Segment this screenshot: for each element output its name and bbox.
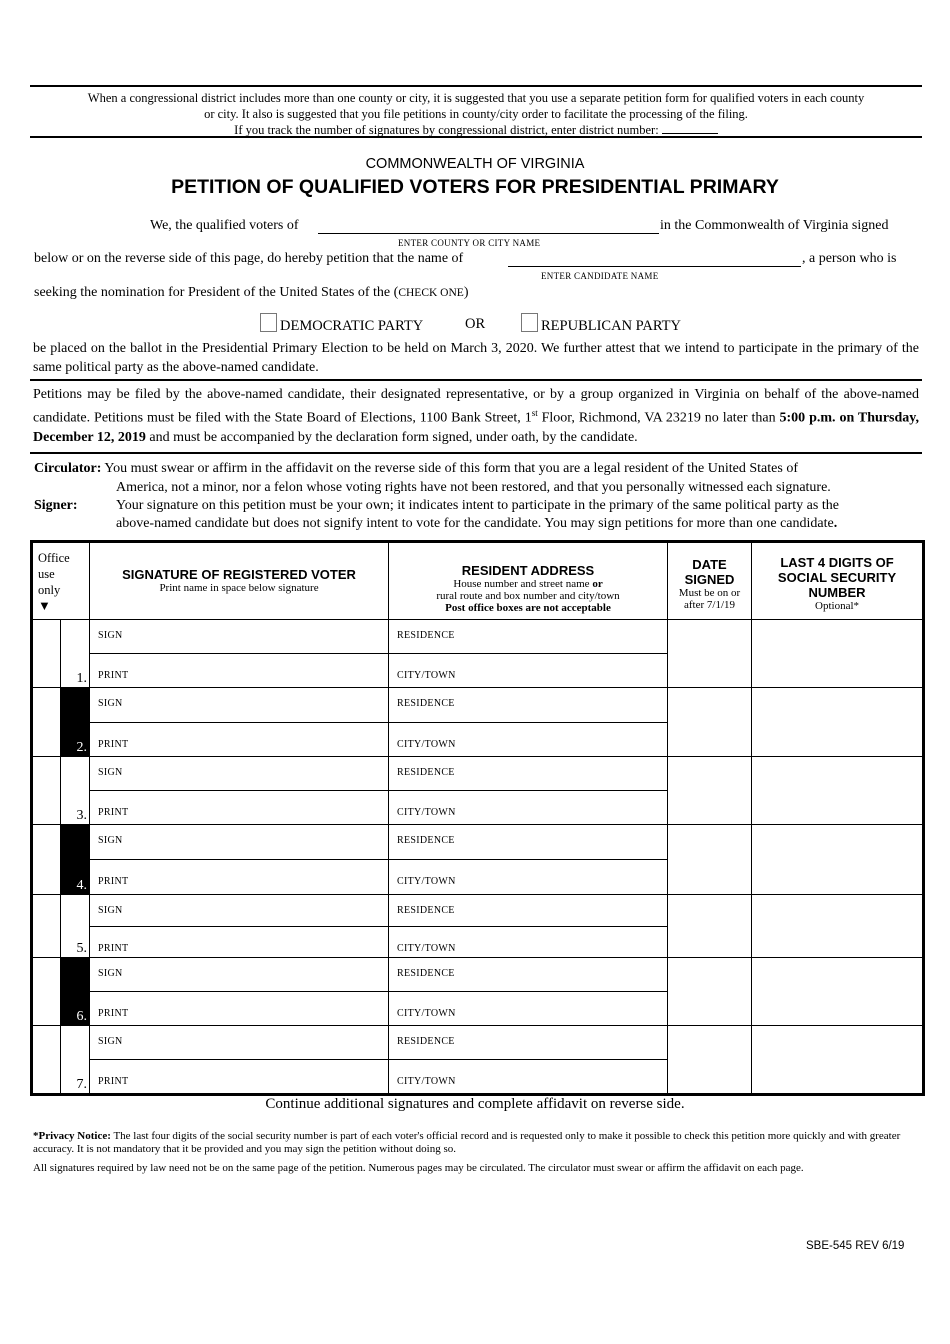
residence-field[interactable]: [389, 895, 668, 927]
filing-text-c: and must be accompanied by the declaration form signed, under oath, by the candidate.: [145, 429, 638, 445]
check-one-text: CHECK ONE: [398, 287, 464, 299]
privacy-label: *Privacy Notice:: [33, 1130, 111, 1142]
sign-field[interactable]: [90, 688, 389, 723]
print-field[interactable]: [90, 1060, 389, 1095]
ssn-field[interactable]: [752, 958, 924, 1026]
address-sub1: [389, 578, 667, 590]
table-row: [32, 757, 924, 791]
democratic-option[interactable]: [260, 313, 423, 335]
down-arrow-icon: ▼: [38, 598, 51, 613]
all-signatures-note: All signatures required by law need not be on the same page of the petition. Numerous pages may be circulated. The circulator must swear or affirm the affidavit on each page.: [33, 1162, 804, 1174]
signer-text1: Your signature on this petition must be your own; it indicates intent to participate in the primary of the same political party as the: [116, 498, 839, 513]
residence-field[interactable]: [389, 620, 668, 654]
row-number: [61, 895, 90, 958]
sign-field[interactable]: [90, 895, 389, 927]
office-label: Office: [38, 551, 70, 565]
date-signed-field[interactable]: [668, 825, 752, 895]
sign-label: SIGN: [98, 767, 123, 778]
ballot-text: be placed on the ballot in the Presidential Primary Election to be held on March 3, 2020. We further attest that we intend to participate in the primary of the same political party as the above-named candidate.: [33, 341, 919, 375]
address-sub2: rural route and box number and city/town: [436, 590, 620, 602]
ssn-field[interactable]: [752, 825, 924, 895]
sign-label: SIGN: [98, 905, 123, 916]
table-row: [32, 1026, 924, 1060]
filing-paragraph: [33, 385, 919, 447]
address-header: [389, 542, 668, 620]
top-note-line3: If you track the number of signatures by congressional district, enter district number:: [234, 123, 659, 137]
sign-field[interactable]: [90, 620, 389, 654]
date-header: [668, 542, 752, 620]
city-town-label: CITY/TOWN: [397, 807, 456, 818]
sign-field[interactable]: [90, 958, 389, 992]
date-signed-field[interactable]: [668, 1026, 752, 1095]
print-field[interactable]: [90, 992, 389, 1026]
ssn-field[interactable]: [752, 757, 924, 825]
row-number: [61, 757, 90, 825]
office-use-cell: [32, 757, 61, 825]
row-number: [61, 620, 90, 688]
residence-field[interactable]: [389, 1026, 668, 1060]
sign-label: SIGN: [98, 630, 123, 641]
date-signed-field[interactable]: [668, 895, 752, 958]
we-the-text: We, the qualified voters of: [150, 218, 299, 233]
ssn-sub: Optional*: [815, 600, 860, 612]
sign-field[interactable]: [90, 825, 389, 860]
county-hint: ENTER COUNTY OR CITY NAME: [398, 238, 541, 248]
print-label: PRINT: [98, 1008, 129, 1019]
print-label: PRINT: [98, 739, 129, 750]
republican-label: REPUBLICAN PARTY: [541, 318, 681, 334]
circulator-line1: [34, 461, 798, 477]
republican-checkbox[interactable]: [521, 313, 538, 332]
residence-field[interactable]: [389, 757, 668, 791]
divider: [30, 452, 922, 454]
residence-label: RESIDENCE: [397, 905, 455, 916]
office-use-cell: [32, 1026, 61, 1095]
print-label: PRINT: [98, 670, 129, 681]
print-label: PRINT: [98, 876, 129, 887]
print-field[interactable]: [90, 723, 389, 757]
table-row: [32, 895, 924, 927]
sign-label: SIGN: [98, 1036, 123, 1047]
print-field[interactable]: [90, 654, 389, 688]
city-town-field[interactable]: [389, 927, 668, 958]
signer-label: [34, 498, 78, 514]
filing-text-b: Floor, Richmond, VA 23219 no later than: [537, 410, 780, 426]
ssn-title: LAST 4 DIGITS OF SOCIAL SECURITY NUMBER: [777, 555, 897, 600]
row-number-label: 7.: [76, 1077, 88, 1092]
signature-title: SIGNATURE OF REGISTERED VOTER: [122, 567, 356, 582]
signature-table: [30, 540, 925, 1096]
county-city-field[interactable]: [318, 218, 659, 234]
print-label: PRINT: [98, 807, 129, 818]
city-town-field[interactable]: [389, 791, 668, 825]
date-signed-field[interactable]: [668, 688, 752, 757]
top-note-line2: or city. It also is suggested that you file petitions in county/city order to facilitate the processing of the filing.: [204, 107, 748, 121]
page-title: PETITION OF QUALIFIED VOTERS FOR PRESIDENTIAL PRIMARY: [171, 176, 779, 198]
print-label: PRINT: [98, 1076, 129, 1087]
city-town-label: CITY/TOWN: [397, 670, 456, 681]
privacy-notice: [33, 1130, 921, 1156]
candidate-name-field[interactable]: [508, 251, 801, 267]
top-instructions: [30, 85, 922, 138]
continue-note: Continue additional signatures and complete affidavit on reverse side.: [265, 1096, 685, 1112]
office-use-cell: [32, 688, 61, 757]
row-number: [61, 1026, 90, 1095]
residence-field[interactable]: [389, 958, 668, 992]
close-paren: ): [463, 285, 469, 300]
divider: [30, 379, 922, 381]
city-town-label: CITY/TOWN: [397, 1008, 456, 1019]
signature-sub: Print name in space below signature: [159, 582, 319, 594]
table-row: [32, 825, 924, 860]
row-number-label: 3.: [76, 808, 88, 823]
ssn-field[interactable]: [752, 895, 924, 958]
filing-sup: st: [531, 408, 538, 418]
table-header: [32, 542, 924, 620]
row-number-label: 4.: [76, 878, 88, 893]
signer-line2: [116, 516, 837, 532]
republican-option[interactable]: [521, 313, 681, 335]
residence-label: RESIDENCE: [397, 630, 455, 641]
residence-label: RESIDENCE: [397, 767, 455, 778]
seeking-text: seeking the nomination for President of the United States of the (: [34, 285, 399, 300]
residence-field[interactable]: [389, 825, 668, 860]
office-use-header: [32, 542, 90, 620]
ssn-header: [752, 542, 924, 620]
row-number: [61, 688, 90, 757]
office-use-cell: [32, 620, 61, 688]
democratic-label: DEMOCRATIC PARTY: [280, 318, 424, 334]
office-use-cell: [32, 895, 61, 958]
table-row: [32, 620, 924, 654]
residence-field[interactable]: [389, 688, 668, 723]
print-field[interactable]: [90, 860, 389, 895]
filing-deadline: 5:00 p.m. on Thursday, December 12, 2019: [33, 410, 919, 445]
date-sub: Must be on or after 7/1/19: [678, 587, 741, 611]
city-town-label: CITY/TOWN: [397, 739, 456, 750]
table-row: [32, 688, 924, 723]
sign-label: SIGN: [98, 835, 123, 846]
date-title: DATE SIGNED: [684, 557, 735, 587]
city-town-field[interactable]: [389, 860, 668, 895]
address-sub1b: or: [592, 578, 603, 590]
residence-label: RESIDENCE: [397, 1036, 455, 1047]
use-label: use: [38, 567, 55, 581]
city-town-field[interactable]: [389, 654, 668, 688]
table-row: [32, 958, 924, 992]
print-field[interactable]: [90, 927, 389, 958]
address-sub3: Post office boxes are not acceptable: [445, 602, 611, 614]
circulator-label: Circulator:: [34, 461, 102, 476]
top-note-line1: When a congressional district includes more than one county or city, it is suggested that you use a separate petition form for qualified voters in each county: [87, 91, 865, 105]
signer-label-text: Signer:: [34, 498, 78, 513]
commonwealth-text: in the Commonwealth of Virginia signed: [660, 218, 889, 233]
residence-label: RESIDENCE: [397, 698, 455, 709]
ssn-field[interactable]: [752, 1026, 924, 1095]
residence-label: RESIDENCE: [397, 968, 455, 979]
city-town-label: CITY/TOWN: [397, 943, 456, 954]
row-number-label: 5.: [76, 941, 88, 956]
signature-header: [90, 542, 389, 620]
residence-label: RESIDENCE: [397, 835, 455, 846]
row-number: [61, 825, 90, 895]
city-town-field[interactable]: [389, 1060, 668, 1095]
district-number-field[interactable]: [662, 122, 718, 134]
row-number-label: 2.: [76, 740, 88, 755]
office-use-cell: [32, 825, 61, 895]
row-number-label: 6.: [76, 1009, 88, 1024]
circulator-text1: You must swear or affirm in the affidavit on the reverse side of this form that you are a legal resident of the United States of: [104, 461, 798, 476]
city-town-label: CITY/TOWN: [397, 1076, 456, 1087]
ssn-field[interactable]: [752, 620, 924, 688]
city-town-field[interactable]: [389, 992, 668, 1026]
democratic-checkbox[interactable]: [260, 313, 277, 332]
top-note-line3-wrap: [30, 122, 922, 138]
print-label: PRINT: [98, 943, 129, 954]
seeking-line: [34, 285, 468, 301]
below-text: below or on the reverse side of this page, do hereby petition that the name of: [34, 251, 464, 266]
print-field[interactable]: [90, 791, 389, 825]
form-number: SBE-545 REV 6/19: [806, 1240, 905, 1252]
signer-text2: above-named candidate but does not signify intent to vote for the candidate. You may sign petitions for more than one candidate: [116, 516, 834, 531]
filing-text-a: Petitions may be filed by the above-named candidate, their designated representative, or by a group organized in Virginia on behalf of the above-named candidate. Petitions must be filed with the State Board of Elections, 1100 Bank Street, 1: [33, 387, 919, 426]
date-signed-field[interactable]: [668, 958, 752, 1026]
or-text: OR: [465, 316, 486, 332]
person-who-is-text: , a person who is: [802, 251, 897, 266]
date-signed-field[interactable]: [668, 757, 752, 825]
office-use-cell: [32, 958, 61, 1026]
signer-end: .: [833, 516, 838, 531]
row-number-label: 1.: [76, 671, 88, 686]
sign-field[interactable]: [90, 757, 389, 791]
address-title: RESIDENT ADDRESS: [461, 563, 595, 578]
ssn-field[interactable]: [752, 688, 924, 757]
sign-label: SIGN: [98, 968, 123, 979]
row-number: [61, 958, 90, 1026]
candidate-hint: ENTER CANDIDATE NAME: [541, 271, 659, 281]
state-heading: COMMONWEALTH OF VIRGINIA: [365, 156, 585, 172]
sign-label: SIGN: [98, 698, 123, 709]
city-town-label: CITY/TOWN: [397, 876, 456, 887]
date-signed-field[interactable]: [668, 620, 752, 688]
sign-field[interactable]: [90, 1026, 389, 1060]
city-town-field[interactable]: [389, 723, 668, 757]
only-label: only: [38, 583, 61, 597]
circulator-text2: America, not a minor, nor a felon whose voting rights have not been restored, and that you personally witnessed each signature.: [116, 480, 831, 495]
address-sub1a: House number and street name: [453, 578, 593, 590]
privacy-text: The last four digits of the social security number is part of each voter's official record and is requested only to make it possible to check this petition more quickly and with greater accuracy. It is not mandatory that it be provided and you may sign the petition without doing so.: [33, 1130, 901, 1155]
